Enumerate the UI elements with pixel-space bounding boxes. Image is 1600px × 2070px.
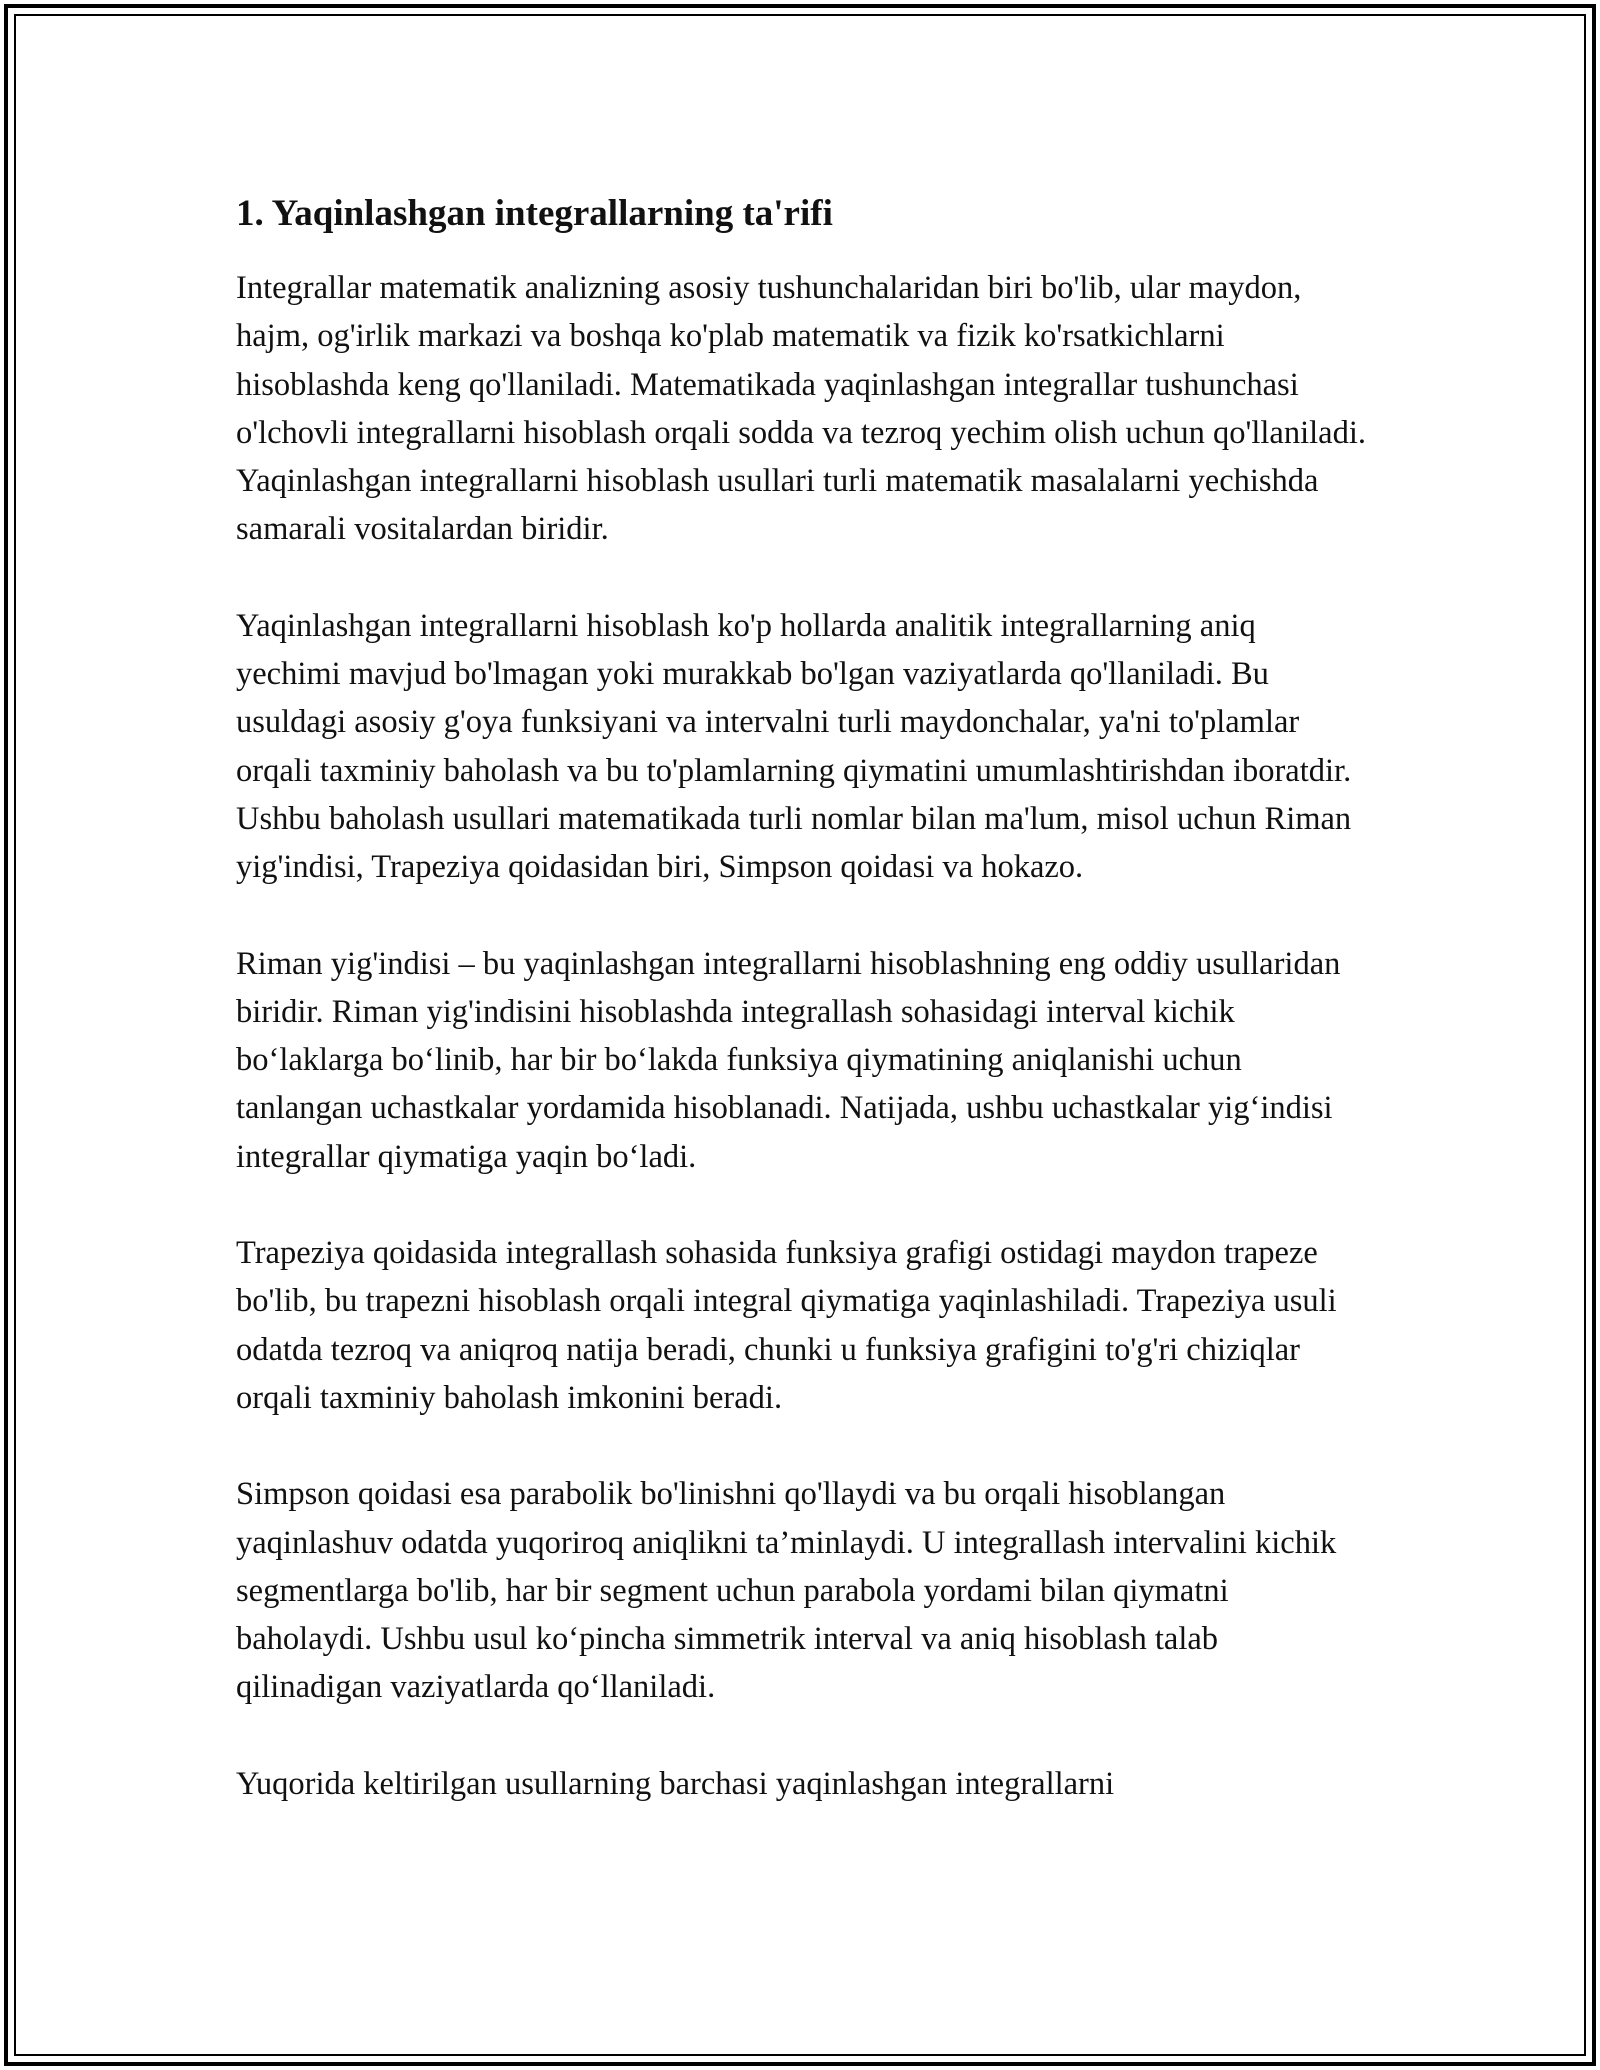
paragraph-integrals-definition: Integrallar matematik analizning asosiy tushunchalaridan biri bo'lib, ular maydon, hajm, og'irlik markazi va boshqa ko'plab matematik va fizik ko'rsatkichlarni hisoblashda keng qo'llaniladi. Matematikada yaqinlashgan integrallar tushunchasi o'lchovli integrallarni hisoblash orqali sodda va tezroq yechim olish uchun qo'llaniladi. Yaqinlashgan integrallarni hisoblash usullari turli matematik masalalarni yechishda samarali vositalardan biridir. [236, 270, 1366, 548]
paragraph-summary: Yuqorida keltirilgan usullarning barchasi yaqinlashgan integrallarni [236, 1765, 1115, 1802]
paragraph-trapezoid-rule: Trapeziya qoidasida integrallash sohasida funksiya grafigi ostidagi maydon trapeze bo'lib, bu trapezni hisoblash orqali integral qiymatiga yaqinlashiladi. Trapeziya usuli odatda tezroq va aniqroq natija beradi, chunki u funksiya grafigini to'g'ri chiziqlar orqali taxminiy baholash imkonini beradi. [236, 1235, 1337, 1416]
paragraph-riemann-sum: Riman yig'indisi – bu yaqinlashgan integrallarni hisoblashning eng oddiy usullaridan biridir. Riman yig'indisini hisoblashda integrallash sohasidagi interval kichik bo‘laklarga bo‘linib, har bir bo‘lakda funksiya qiymatining aniqlanishi uchun tanlangan uchastkalar yordamida hisoblanadi. Natijada, ushbu uchastkalar yig‘indisi integrallar qiymatiga yaqin bo‘ladi. [236, 945, 1341, 1175]
paragraph-approximation-methods: Yaqinlashgan integrallarni hisoblash ko'p hollarda analitik integrallarning aniq yechimi mavjud bo'lmagan yoki murakkab bo'lgan vaziyatlarda qo'llaniladi. Bu usuldagi asosiy g'oya funksiyani va intervalni turli maydonchalar, ya'ni to'plamlar orqali taxminiy baholash va bu to'plamlarning qiymatini umumlashtirishdan iboratdir. Ushbu baholash usullari matematikada turli nomlar bilan ma'lum, misol uchun Riman yig'indisi, Trapeziya qoidasidan biri, Simpson qoidasi va hokazo. [236, 607, 1352, 886]
document-body [236, 186, 1366, 1856]
section-heading: 1. Yaqinlashgan integrallarning ta'rifi [236, 193, 833, 234]
paragraph-simpson-rule: Simpson qoidasi esa parabolik bo'linishni qo'llaydi va bu orqali hisoblangan yaqinlashuv odatda yuqoriroq aniqlikni ta’minlaydi. U integrallash intervalini kichik segmentlarga bo'lib, har bir segment uchun parabola yordami bilan qiymatni baholaydi. Ushbu usul ko‘pincha simmetrik interval va aniq hisoblash talab qilinadigan vaziyatlarda qo‘llaniladi. [236, 1476, 1337, 1706]
